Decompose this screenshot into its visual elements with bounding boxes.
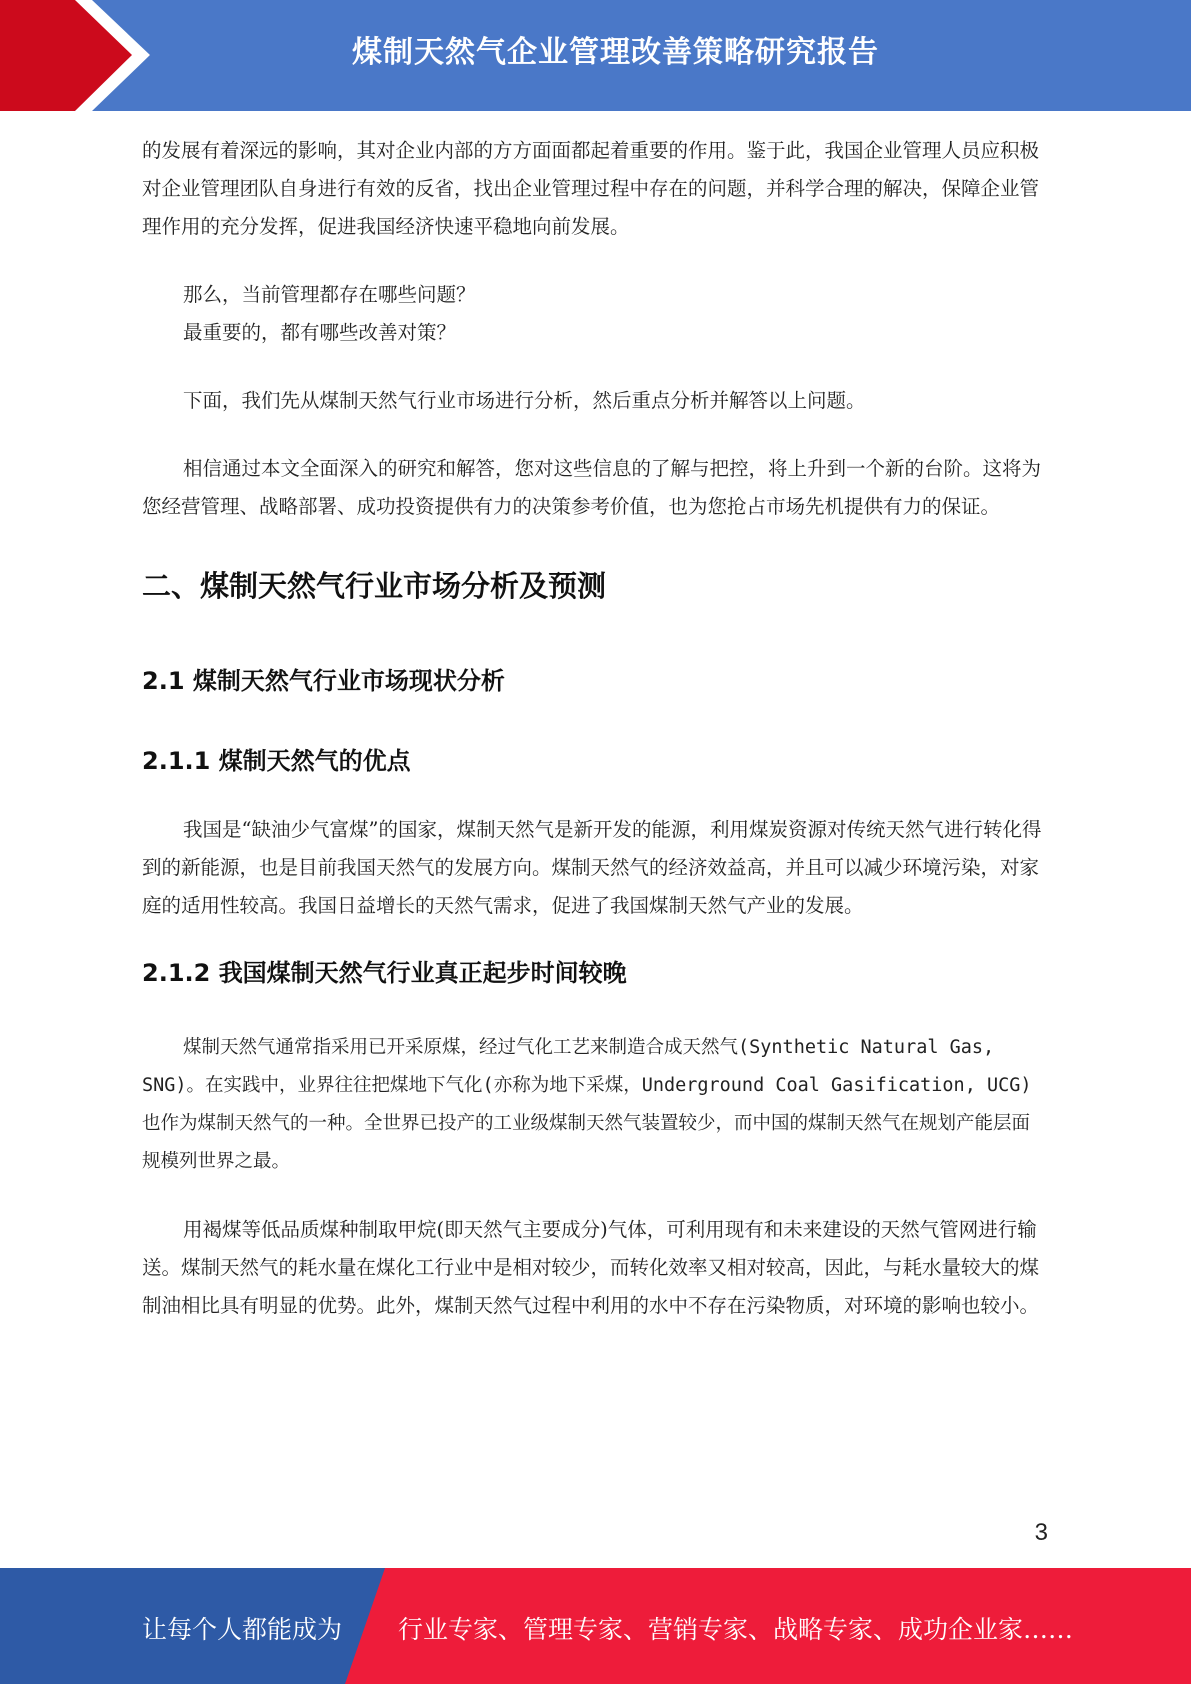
subsection-heading-2-1: 2.1 煤制天然气行业市场现状分析: [142, 667, 505, 695]
subsection-heading-2-1-1: 2.1.1 煤制天然气的优点: [142, 747, 411, 775]
footer-slogan-right: 行业专家、管理专家、营销专家、战略专家、成功企业家……: [398, 1615, 1074, 1644]
subsection-heading-2-1-2: 2.1.2 我国煤制天然气行业真正起步时间较晚: [142, 959, 627, 987]
report-title: 煤制天然气企业管理改善策略研究报告: [352, 35, 879, 70]
paragraph-next: 下面，我们先从煤制天然气行业市场进行分析，然后重点分析并解答以上问题。: [183, 389, 866, 412]
paragraph-intro: 的发展有着深远的影响，其对企业内部的方方面面都起着重要的作用。鉴于此，我国企业管理人员应积极对企业管理团队自身进行有效的反省，找出企业管理过程中存在的问题，并科学合理的解决，保障企业管理作用的充分发挥，促进我国经济快速平稳地向前发展。: [142, 139, 1040, 238]
question-2: 最重要的，都有哪些改善对策？: [183, 321, 457, 344]
paragraph-advantages: 我国是“缺油少气富煤”的国家，煤制天然气是新开发的能源，利用煤炭资源对传统天然气进行转化得到的新能源，也是目前我国天然气的发展方向。煤制天然气的经济效益高，并且可以减少环境污染，对家庭的适用性较高。我国日益增长的天然气需求，促进了我国煤制天然气产业的发展。: [142, 818, 1042, 917]
footer-slogan-left: 让每个人都能成为: [142, 1615, 343, 1644]
paragraph-lignite: 用褐煤等低品质煤种制取甲烷(即天然气主要成分)气体，可利用现有和未来建设的天然气管网进行输送。煤制天然气的耗水量在煤化工行业中是相对较少，而转化效率又相对较高，因此，与耗水量较大的煤制油相比具有明显的优势。此外，煤制天然气过程中利用的水中不存在污染物质，对环境的影响也较小。: [142, 1218, 1040, 1317]
paragraph-belief: 相信通过本文全面深入的研究和解答，您对这些信息的了解与把控，将上升到一个新的台阶。这将为您经营管理、战略部署、成功投资提供有力的决策参考价值，也为您抢占市场先机提供有力的保证。: [142, 457, 1042, 518]
paragraph-sng: 煤制天然气通常指采用已开采原煤，经过气化工艺来制造合成天然气(Synthetic Natural Gas, SNG)。在实践中，业界往往把煤地下气化(亦称为地下采煤，Underground Coal Gasification, UCG)也作为煤制天然气的一种。全世界已投产的工业级煤制天然气装置较少，而中国的煤制天然气在规划产能层面规模列世界之最。: [142, 1037, 1032, 1172]
page-number: 3: [1034, 1519, 1048, 1546]
question-1: 那么，当前管理都存在哪些问题？: [183, 283, 476, 306]
document-body: [142, 132, 1047, 1325]
section-heading: 二、煤制天然气行业市场分析及预测: [142, 569, 607, 603]
page-header: [0, 0, 1191, 111]
page-footer: [0, 1568, 1191, 1684]
